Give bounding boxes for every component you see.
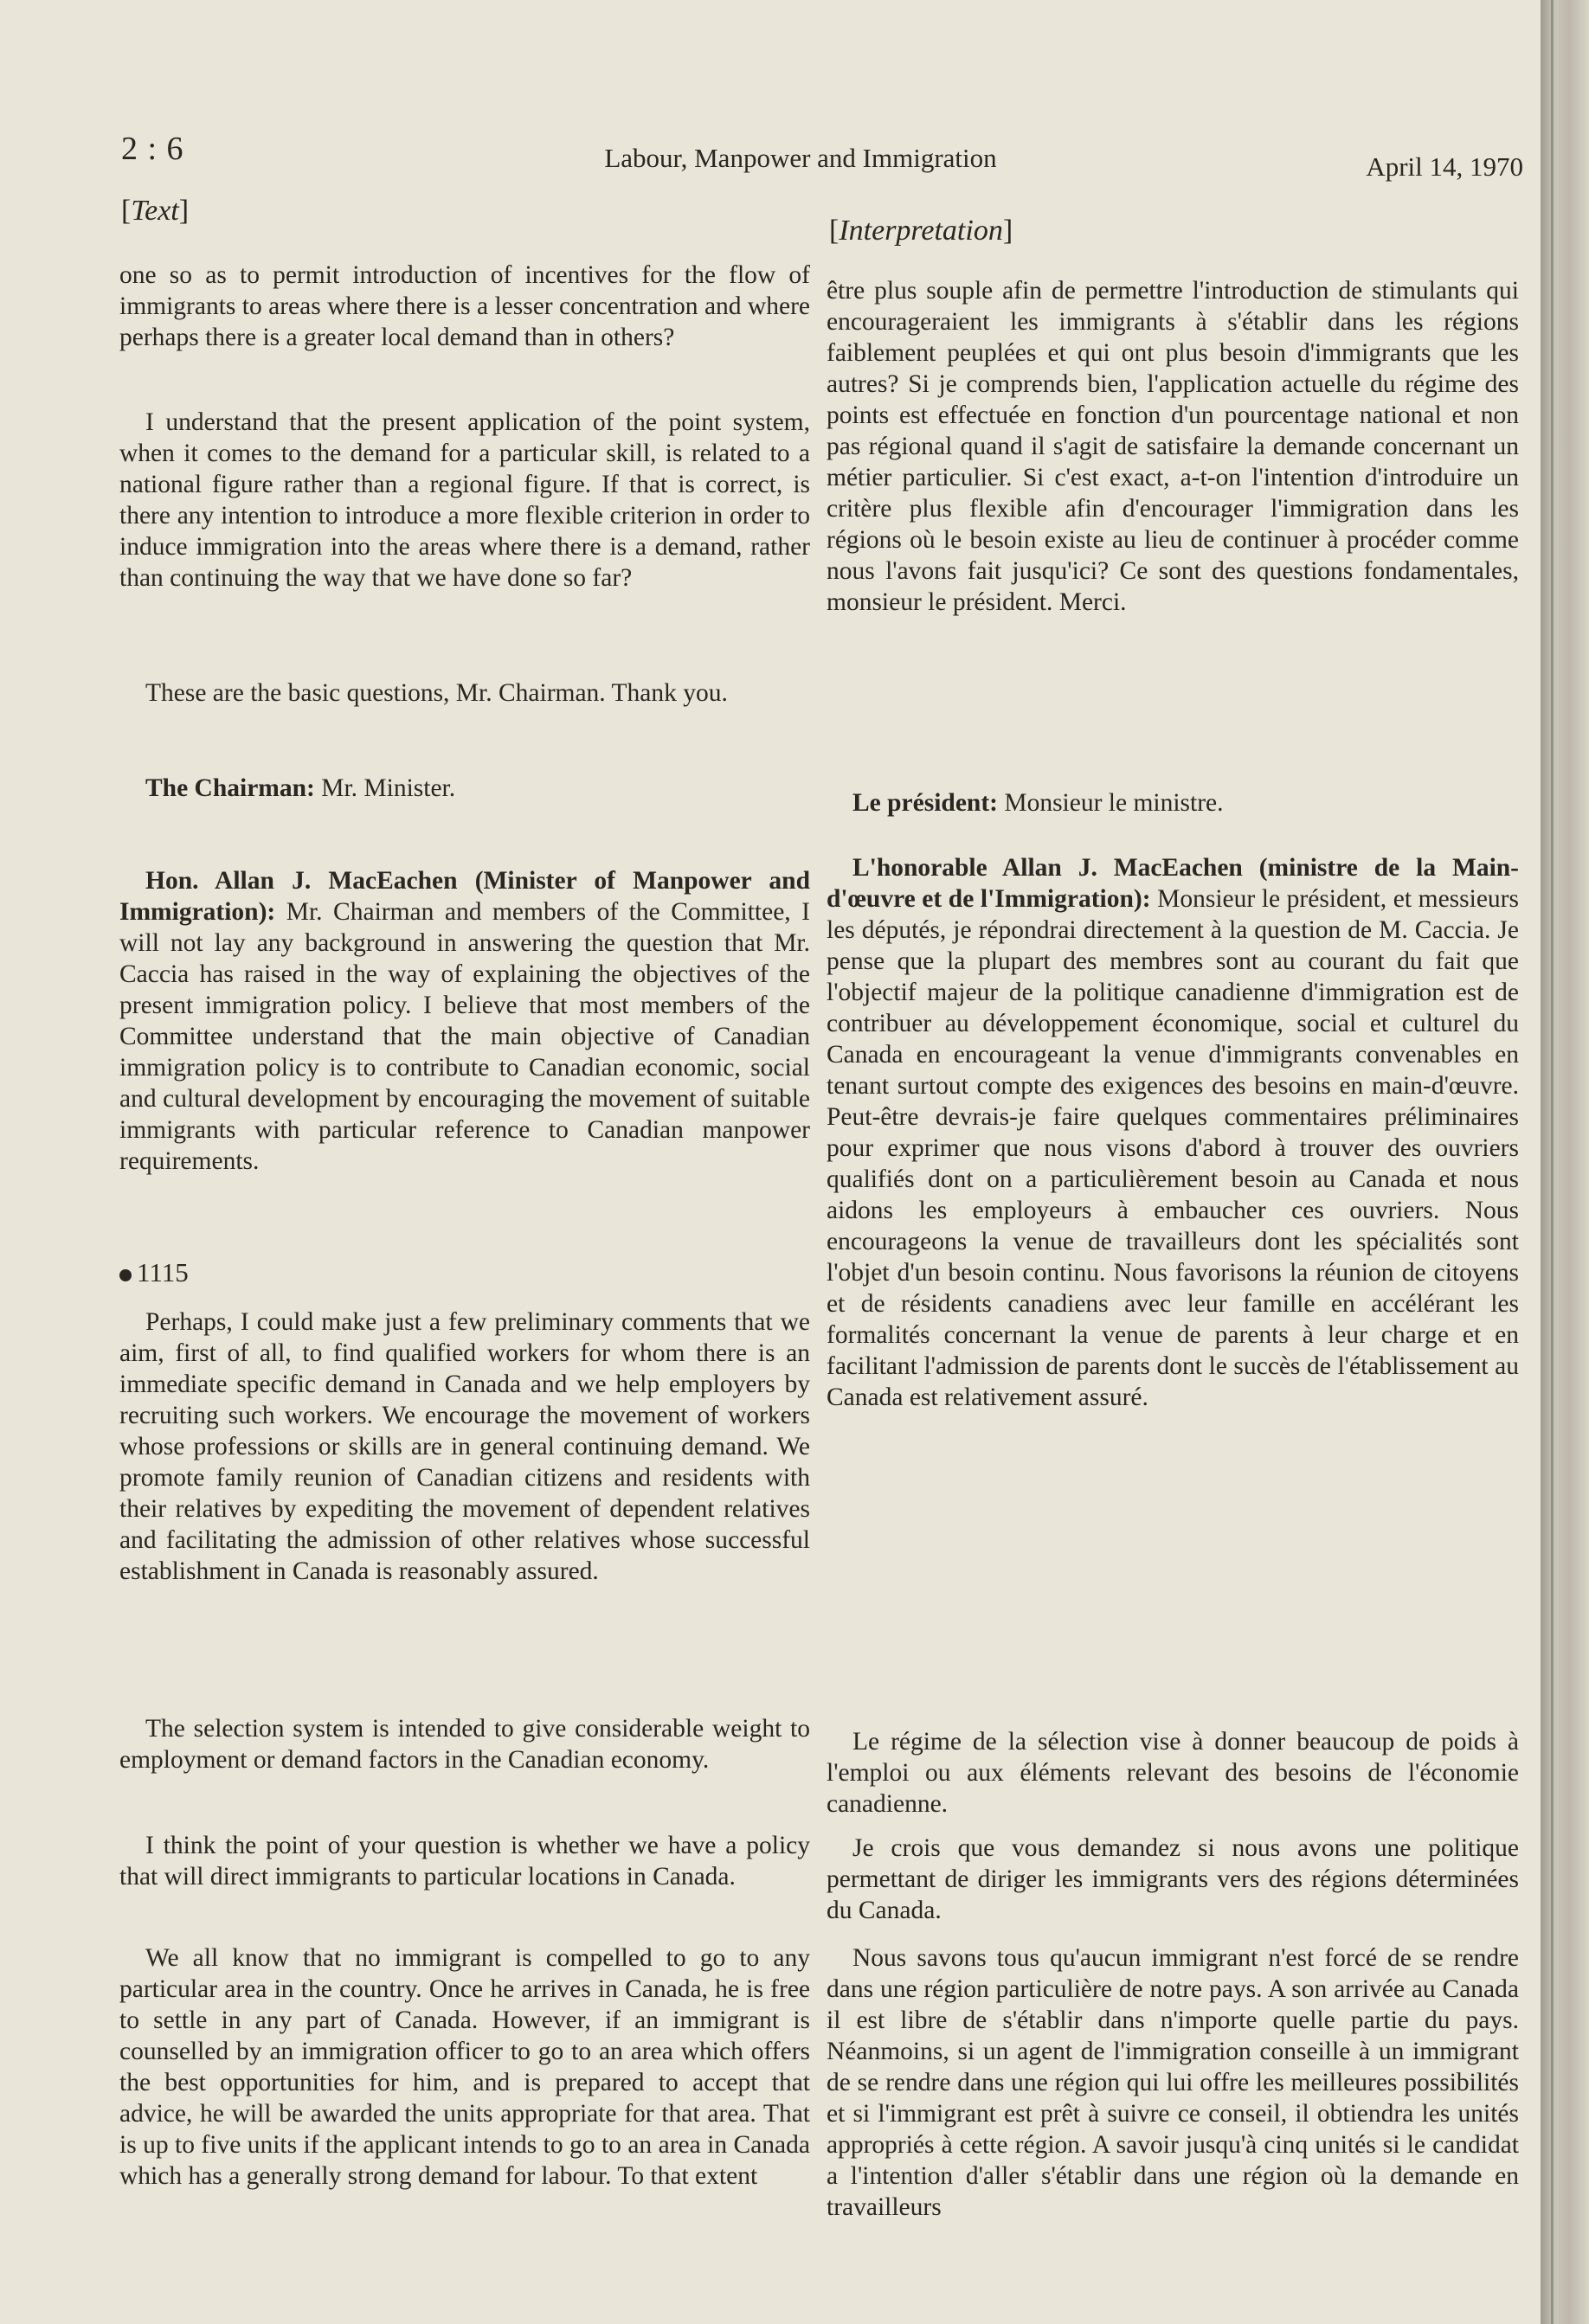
fr-chairman-remark (827, 787, 1519, 819)
fr-minister-text: Monsieur le président, et messieurs les députés, je répondrai directement à la question de M. Caccia. Je pense que la plupart des membres sont au courant du fait que l'objectif majeur de la politique canadienne d'immigration est de contribuer au développement économique, social et culturel du Canada en encourageant la venue d'immigrants convenables en tenant surtout compte des exigences des besoins en main-d'œuvre. Peut-être devrais-je faire quelques commentaires préliminaires pour exprimer que nous visons d'abord à trouver des ouvriers qualifiés dont on a particulièrement besoin au Canada et nous aidons les employeurs à embaucher ces ouvriers. Nous encourageons la venue de travailleurs dont les spécialités sont l'objet d'un besoin continu. Nous favorisons la réunion de citoyens et de résidents canadiens avec leur famille en accélérant les formalités concernant la venue de parents à leur charge et en facilitant l'admission de parents dont le succès de l'établissement au Canada est relativement assuré. (827, 885, 1519, 1411)
en-paragraph-2: I understand that the present application of the point system, when it comes to the demand for a particular skill, is related to a national figure rather than a regional figure. If that is correct, is there any intention to introduce a more flexible criterion in order to induce immigration into the areas where there is a demand, rather than continuing the way that we have done so far? (119, 408, 810, 592)
column-label-text-value: Text (131, 195, 179, 227)
bullet-dot (119, 1269, 132, 1281)
en-chairman-speaker: The Chairman: (145, 774, 315, 802)
fr-paragraph-1: être plus souple afin de permettre l'introduction de stimulants qui encourageraient les immigrants à s'établir dans les régions faiblement peuplées et qui ont plus besoin d'immigrants que les autres? Si je comprends bien, l'application actuelle du régime des points est effectuée en fonction d'un pourcentage national et non pas régional quand il s'agit de satisfaire la demande concernant un métier particulier. Si c'est exact, a-t-on l'intention d'introduire un critère plus flexible afin d'encourager l'immigration dans les régions où le besoin existe au lieu de continuer à procéder comme nous l'avons fait jusqu'ici? Ce sont des questions fondamentales, monsieur le président. Merci. (827, 277, 1519, 616)
fr-chairman-text: Monsieur le ministre. (1004, 789, 1224, 817)
fr-paragraph-3: Je crois que vous demandez si nous avons une politique permettant de diriger les immigrants vers des régions déterminées du Canada. (827, 1834, 1519, 1924)
page-date: April 14, 1970 (1366, 151, 1523, 182)
fr-paragraph-4: Nous savons tous qu'aucun immigrant n'est forcé de se rendre dans une région particulière de notre pays. A son arrivée au Canada il est libre de s'établir dans n'importe quelle partie du pays. Néanmoins, si un agent de l'immigration conseille à un immigrant de se rendre dans une région qui lui offre les meilleures possibilités et si l'immigrant est prêt à suivre ce conseil, il obtiendra les unités appropriés à cette région. A savoir jusqu'à cinq unités si le candidat a l'intention d'aller s'établir dans une région où la demande en travailleurs (827, 1944, 1519, 2221)
en-minister-statement (119, 865, 810, 1177)
column-label-interpretation-value: Interpretation (839, 215, 1003, 247)
en-paragraph-7: We all know that no immigrant is compelled to go to any particular area in the country. Once he arrives in Canada, he is free to settle in any part of Canada. However, if an immigrant is counselled by an immigration officer to go to an area which offers the best opportunities for him, and is prepared to accept that advice, he will be awarded the units appropriate for that area. That is up to five units if the applicant intends to go to an area in Canada which has a generally strong demand for labour. To that extent (119, 1944, 810, 2190)
en-paragraph-5: The selection system is intended to give considerable weight to employment or demand factors in the Canadian economy. (119, 1715, 810, 1774)
en-minister-text: Mr. Chairman and members of the Committee, I will not lay any background in answering the question that Mr. Caccia has raised in the way of explaining the objectives of the present immigration policy. I believe that most members of the Committee understand that the main objective of Canadian immigration policy is to contribute to Canadian economic, social and cultural development by encouraging the movement of suitable immigrants with particular reference to Canadian manpower requirements. (119, 898, 810, 1175)
page-number: 2 : 6 (121, 131, 184, 167)
time-marker (119, 1257, 189, 1288)
fr-minister-statement (827, 852, 1519, 1413)
en-paragraph-1: one so as to permit introduction of incentives for the flow of immigrants to areas where there is a lesser concentration and where perhaps there is a greater local demand than in others? (119, 261, 810, 351)
en-chairman-remark (119, 773, 810, 804)
en-paragraph-4: Perhaps, I could make just a few preliminary comments that we aim, first of all, to find qualified workers for whom there is an immediate specific demand in Canada and we help employers by recruiting such workers. We encourage the movement of workers whose professions or skills are in general continuing demand. We promote family reunion of Canadian citizens and residents with their relatives by expediting the movement of dependent relatives and facilitating the admission of other relatives whose successful establishment in Canada is reasonably assured. (119, 1308, 810, 1585)
column-label-interpretation: [Interpretation] (829, 215, 1013, 247)
running-title: Labour, Manpower and Immigration (604, 143, 997, 173)
en-chairman-text: Mr. Minister. (321, 774, 456, 802)
time-marker-value: 1115 (137, 1257, 189, 1287)
column-label-text: [Text] (121, 195, 190, 227)
fr-paragraph-2: Le régime de la sélection vise à donner beaucoup de poids à l'emploi ou aux éléments relevant des besoins de l'économie canadienne. (827, 1728, 1519, 1818)
book-binding-edge (1541, 0, 1589, 2324)
en-paragraph-3: These are the basic questions, Mr. Chairman. Thank you. (145, 679, 728, 707)
binding-line (1551, 0, 1554, 2324)
fr-chairman-speaker: Le président: (852, 789, 998, 817)
en-paragraph-6: I think the point of your question is whether we have a policy that will direct immigrants to particular locations in Canada. (119, 1832, 810, 1891)
fr-minister-speaker: L'honorable Allan J. MacEachen (ministre de la Main-d'œuvre et de l'Immigration): (827, 854, 1519, 913)
en-minister-speaker: Hon. Allan J. MacEachen (Minister of Manpower and Immigration): (119, 867, 810, 926)
